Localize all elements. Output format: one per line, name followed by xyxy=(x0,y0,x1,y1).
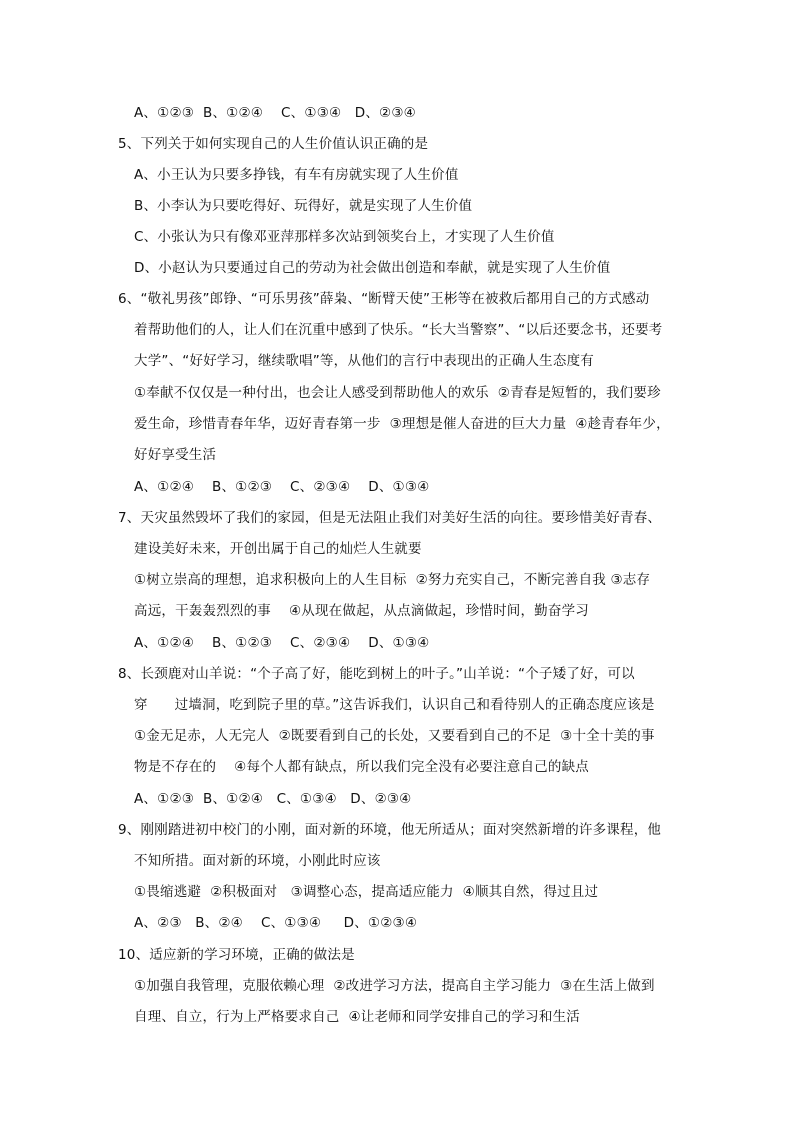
q9-statements: ①畏缩逃避 ②积极面对 ③调整心态，提高适应能力 ④顺其自然，得过且过 xyxy=(134,884,599,900)
q6-stem-line-3: 大学”、“好好学习，继续歌唱”等，从他们的言行中表现出的正确人生态度有 xyxy=(134,353,594,369)
q8-stem: 8、长颈鹿对山羊说：“个子高了好，能吃到树上的叶子。”山羊说：“个子矮了好，可以 xyxy=(118,666,635,682)
q6-statements-line-2: 爱生命，珍惜青春年华，迈好青春第一步 ③理想是催人奋进的巨大力量 ④趁青春年少， xyxy=(134,416,670,432)
q7-options: A、①②④ B、①②③ C、②③④ D、①③④ xyxy=(134,635,430,651)
q4-options: A、①②③ B、①②④ C、①③④ D、②③④ xyxy=(134,105,416,121)
q9-options: A、②③ B、②④ C、①③④ D、①②③④ xyxy=(134,915,418,931)
q9-stem-line-2: 不知所措。面对新的环境，小刚此时应该 xyxy=(134,853,381,869)
q10-stem: 10、适应新的学习环境，正确的做法是 xyxy=(118,947,355,963)
q8-statements: ①金无足赤，人无完人 ②既要看到自己的长处，又要看到自己的不足 ③十全十美的事 xyxy=(134,728,655,744)
q5-stem: 5、下列关于如何实现自己的人生价值认识正确的是 xyxy=(118,136,429,152)
q6-statements: ①奉献不仅仅是一种付出，也会让人感受到帮助他人的欢乐 ②青春是短暂的，我们要珍 xyxy=(134,385,661,401)
q10-statements-line-2: 自理、自立，行为上严格要求自己 ④让老师和同学安排自己的学习和生活 xyxy=(134,1009,580,1025)
q8-options: A、①②③ B、①②④ C、①③④ D、②③④ xyxy=(134,791,412,807)
q6-options: A、①②④ B、①②③ C、②③④ D、①③④ xyxy=(134,479,430,495)
q5-option-b: B、小李认为只要吃得好、玩得好，就是实现了人生价值 xyxy=(134,198,473,214)
q7-statements-line-2: 高远，干轰轰烈烈的事 ④从现在做起，从点滴做起，珍惜时间，勤奋学习 xyxy=(134,603,589,619)
q9-stem: 9、刚刚踏进初中校门的小刚，面对新的环境，他无所适从；面对突然新增的许多课程，他 xyxy=(118,822,662,838)
q8-statements-line-2: 物是不存在的 ④每个人都有缺点，所以我们完全没有必要注意自己的缺点 xyxy=(134,759,589,775)
q7-stem: 7、天灾虽然毁坏了我们的家园，但是无法阻止我们对美好生活的向往。要珍惜美好青春、 xyxy=(118,510,662,526)
q7-statements: ①树立崇高的理想，追求积极向上的人生目标 ②努力充实自己，不断完善自我 ③志存 xyxy=(134,572,651,588)
q10-statements: ①加强自我管理，克服依赖心理 ②改进学习方法，提高自主学习能力 ③在生活上做到 xyxy=(134,978,655,994)
q5-option-a: A、小王认为只要多挣钱，有车有房就实现了人生价值 xyxy=(134,167,459,183)
q8-stem-line-2: 穿 过墙洞，吃到院子里的草。”这告诉我们，认识自己和看待别人的正确态度应该是 xyxy=(134,697,655,713)
q7-stem-line-2: 建设美好未来，开创出属于自己的灿烂人生就要 xyxy=(134,541,422,557)
q5-option-d: D、小赵认为只要通过自己的劳动为社会做出创造和奉献，就是实现了人生价值 xyxy=(134,260,611,276)
q5-option-c: C、小张认为只有像邓亚萍那样多次站到领奖台上，才实现了人生价值 xyxy=(134,229,555,245)
q6-stem: 6、“敬礼男孩”郎铮、“可乐男孩”薛枭、“断臂天使”王彬等在被救后都用自己的方式感动 xyxy=(118,291,650,307)
q6-stem-line-2: 着帮助他们的人，让人们在沉重中感到了快乐。“长大当警察”、“以后还要念书，还要考 xyxy=(134,322,663,338)
q6-statements-line-3: 好好享受生活 xyxy=(134,447,217,463)
